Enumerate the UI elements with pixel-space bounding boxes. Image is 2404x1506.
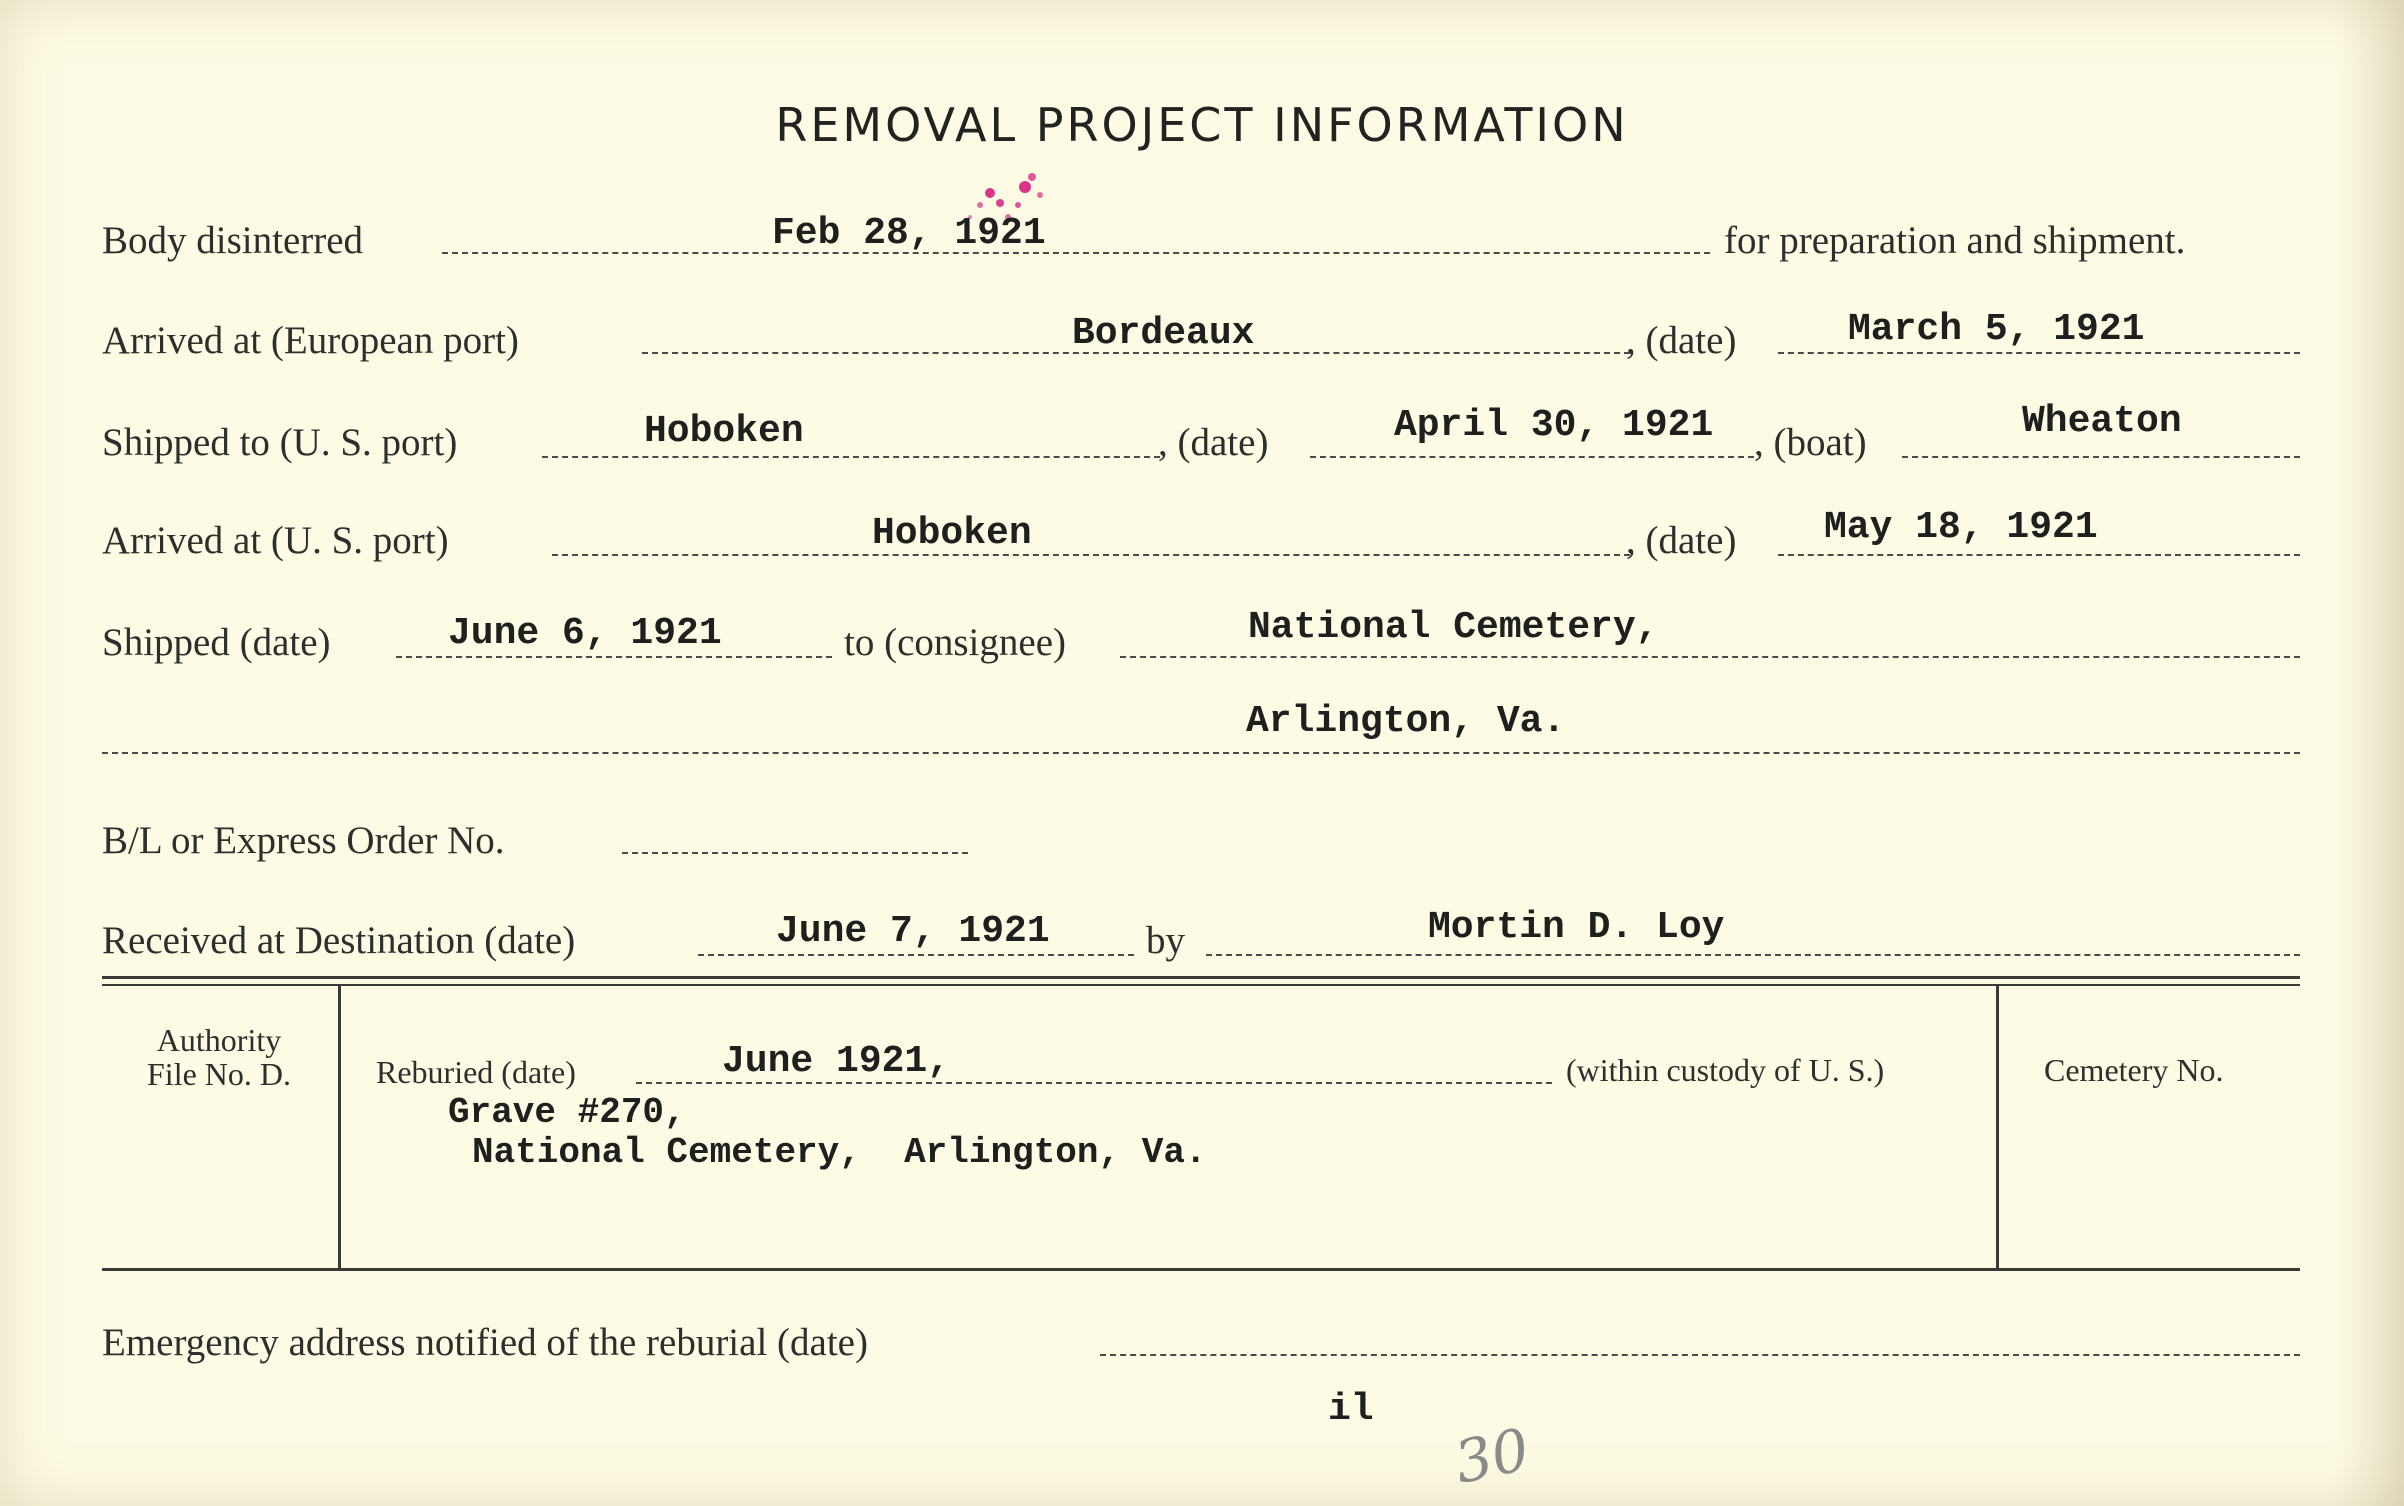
blank-line-boat xyxy=(1902,456,2300,458)
blank-line-received-by xyxy=(1206,954,2300,956)
blank-line-consignee xyxy=(1120,656,2300,658)
blank-line-european-date xyxy=(1778,352,2300,354)
blank-line-arrived-date xyxy=(1778,554,2300,556)
value-european-date: March 5, 1921 xyxy=(1848,308,2145,351)
label-cemetery-no: Cemetery No. xyxy=(2044,1052,2224,1088)
blank-line-disinterred xyxy=(442,252,1710,254)
blank-line-emergency xyxy=(1100,1354,2300,1356)
value-received-date: June 7, 1921 xyxy=(776,910,1050,953)
value-shipped-from-port-date: June 6, 1921 xyxy=(448,612,722,655)
label-date-3: , (date) xyxy=(1626,519,1737,562)
value-consignee-line1: National Cemetery, xyxy=(1248,606,1659,649)
label-body-disinterred: Body disinterred xyxy=(102,219,364,262)
value-shipped-date: April 30, 1921 xyxy=(1394,404,1714,447)
value-reburied-date: June 1921, xyxy=(722,1040,951,1083)
label-arrived-us-port: Arrived at (U. S. port) xyxy=(102,519,449,562)
value-arrived-date: May 18, 1921 xyxy=(1824,506,2098,549)
blank-line-shipped-from-port-date xyxy=(396,656,832,658)
value-consignee-line2: Arlington, Va. xyxy=(1246,700,1566,743)
label-to-consignee: to (consignee) xyxy=(844,621,1067,664)
blank-line-us-port-shipped xyxy=(542,456,1160,458)
box-divider-right xyxy=(1996,986,1999,1268)
blank-line-bl-number xyxy=(622,852,968,854)
label-authority-1: Authority xyxy=(156,1022,282,1058)
label-shipped-to-us-port: Shipped to (U. S. port) xyxy=(102,421,458,464)
footer-number: il xyxy=(1328,1388,1374,1431)
value-european-port: Bordeaux xyxy=(1072,312,1255,355)
label-authority-2: File No. D. xyxy=(147,1056,291,1092)
value-boat: Wheaton xyxy=(2022,400,2182,443)
value-grave: Grave #270, xyxy=(448,1092,686,1133)
label-for-preparation: for preparation and shipment. xyxy=(1724,219,2186,262)
blank-line-received-date xyxy=(698,954,1134,956)
double-rule-top xyxy=(102,976,2300,979)
label-shipped-date: Shipped (date) xyxy=(102,621,331,664)
label-date-1: , (date) xyxy=(1626,319,1737,362)
form-title: REMOVAL PROJECT INFORMATION xyxy=(775,98,1629,152)
value-reburial-place: National Cemetery, Arlington, Va. xyxy=(472,1132,1207,1173)
label-custody: (within custody of U. S.) xyxy=(1566,1052,1885,1088)
label-bl-order: B/L or Express Order No. xyxy=(102,819,505,862)
label-by: by xyxy=(1146,919,1185,962)
value-disinterred-date: Feb 28, 1921 xyxy=(772,212,1046,255)
label-arrived-european-port: Arrived at (European port) xyxy=(102,319,519,362)
value-us-port-arrived: Hoboken xyxy=(872,512,1032,555)
value-received-by: Mortin D. Loy xyxy=(1428,906,1725,949)
value-us-port-shipped: Hoboken xyxy=(644,410,804,453)
box-divider-left xyxy=(338,986,341,1268)
blank-line-arrived-us-port xyxy=(552,554,1630,556)
double-rule-bottom xyxy=(102,984,2300,986)
box-bottom-rule xyxy=(102,1268,2300,1271)
blank-line-shipped-date xyxy=(1310,456,1754,458)
label-emergency: Emergency address notified of the reburial (date) xyxy=(102,1321,868,1364)
label-received: Received at Destination (date) xyxy=(102,919,576,962)
label-boat: , (boat) xyxy=(1754,421,1867,464)
label-reburied: Reburied (date) xyxy=(376,1054,576,1090)
pencil-mark: 30 xyxy=(1448,1415,1536,1497)
label-date-2: , (date) xyxy=(1158,421,1269,464)
blank-line-consignee-continued xyxy=(102,752,2300,754)
